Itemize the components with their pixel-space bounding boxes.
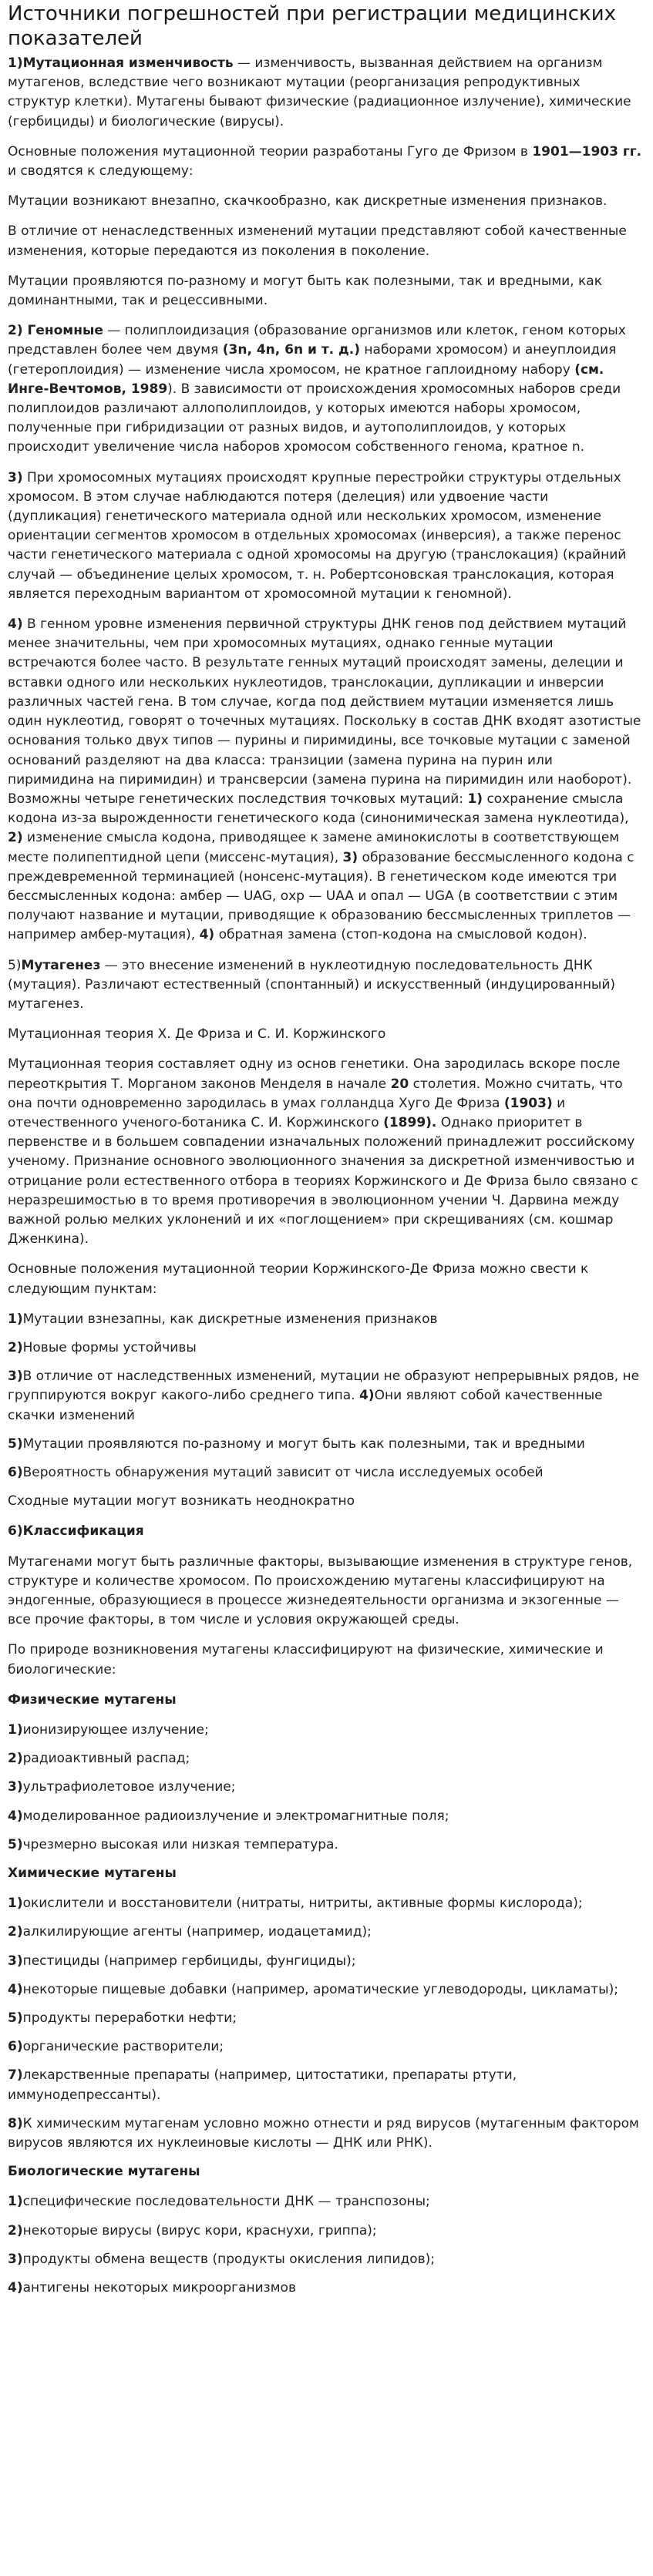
- list-item: 1)ионизирующее излучение;: [8, 1722, 209, 1738]
- paragraph: Мутационная теория Х. Де Фриза и С. И. Коржинского: [8, 1026, 386, 1043]
- paragraph: По природе возникновения мутагены классифицируют на физические, химические и биологические:: [8, 1642, 604, 1678]
- paragraph: Основные положения мутационной теории разработаны Гуго де Фризом в 1901—1903 гг. и сводятся к следующему:: [8, 143, 642, 180]
- paragraph: Сходные мутации могут возникать неоднократно: [8, 1493, 355, 1510]
- list-item: 4)некоторые пищевые добавки (например, ароматические углеводороды, цикламаты);: [8, 1981, 618, 1997]
- list-item: 3)продукты обмена веществ (продукты окисления липидов);: [8, 2251, 435, 2267]
- section-heading: Биологические мутагены: [8, 2164, 200, 2180]
- section-heading: Химические мутагены: [8, 1866, 177, 1882]
- list-item: 1)Мутации взнезапны, как дискретные изменения признаков: [8, 1311, 438, 1327]
- document: [0, 2, 653, 2298]
- list-item: 3)пестициды (например гербициды, фунгициды);: [8, 1953, 356, 1969]
- list-item: 8)К химическим мутагенам условно можно отнести и ряд вирусов (мутагенным фактором вирусов являются их нуклеиновые кислоты — ДНК или РНК).: [8, 2115, 639, 2151]
- paragraph: Основные положения мутационной теории Коржинского-Де Фриза можно свести к следующим пунктам:: [8, 1261, 589, 1297]
- paragraph: 4) В генном уровне изменения первичной структуры ДНК генов под действием мутаций менее значительны, чем при хромосомных мутациях, однако генные мутации встречаются более часто. В результате генных мутаций происходят замены, делеции и вставки одного или нескольких нуклеотидов, транслокации, дупликации и инверсии различных частей гена. В том случае, когда под действием мутации изменяется лишь один нуклеотид, говорят о точечных мутациях. Поскольку в состав ДНК входят азотистые основания только двух типов — пурины и пиримидины, все точковые мутации с заменой оснований разделяют на два класса: транзиции (замена пурина на пурин или пиримидина на пиримидин) и трансверсии (замена пурина на пиримидин или наоборот). Возможны четыре генетических последствия точковых мутаций: 1) сохранение смысла кодона из-за вырожденности генетического кода (синонимическая замена нуклеотида), 2) изменение смысла кодона, приводящее к замене аминокислоты в соответствующем месте полипептидной цепи (миссенс-мутация), 3) образование бессмысленного кодона с преждевременной терминацией (нонсенс-мутация). В генетическом коде имеются три бессмысленных кодона: амбер — UAG, охр — UAA и опал — UGA (в соответствии с этим получают название и мутации, приводящие к образованию бессмысленных триплетов — например амбер-мутация), 4) обратная замена (стоп-кодона на смысловой кодон).: [8, 616, 641, 943]
- list-item: 7)лекарственные препараты (например, цитостатики, препараты ртути, иммунодепрессанты).: [8, 2067, 517, 2103]
- paragraph: Мутагенами могут быть различные факторы, вызывающие изменения в структуре генов, структуре и количестве хромосом. По происхождению мутагены классифицируют на эндогенные, образующиеся в процессе жизнедеятельности организма и экзогенные — все прочие факторы, в том числе и условия окружающей среды.: [8, 1553, 633, 1628]
- paragraph: 3) При хромосомных мутациях происходят крупные перестройки структуры отдельных хромосом. В этом случае наблюдаются потеря (делеция) или удвоение части (дупликация) генетического материала одной или нескольких хромосом, изменение ориентации сегментов хромосом в отдельных хромосомах (инверсия), а также перенос части генетического материала с одной хромосомы на другую (транслокация) (крайний случай — объединение целых хромосом, т. н. Робертсоновская транслокация, которая является переходным вариантом от хромосомной мутации к геномной).: [8, 469, 627, 602]
- paragraph: 5)Мутагенез — это внесение изменений в нуклеотидную последовательность ДНК (мутация). Различают естественный (спонтанный) и искусственный (индуцированный) мутагенез.: [8, 957, 616, 1012]
- paragraph: Мутационная теория составляет одну из основ генетики. Она зародилась вскоре после переоткрытия Т. Морганом законов Менделя в начале 20 столетия. Можно считать, что она почти одновременно зародилась в умах голландца Хуго Де Фриза (1903) и отечественного ученого-ботаника С. И. Коржинского (1899). Однако приоритет в первенстве и в большем совпадении изначальных положений принадлежит российскому ученому. Признание основного эволюционного значения за дискретной изменчивостью и отрицание роли естественного отбора в теориях Коржинского и Де Фриза было связано с неразрешимостью в то время противоречия в эволюционном учении Ч. Дарвина между важной ролью мелких уклонений и их «поглощением» при скрещиваниях (см. кошмар Дженкина).: [8, 1056, 638, 1248]
- list-item: 2)некоторые вирусы (вирус кори, краснухи, гриппа);: [8, 2222, 377, 2238]
- page-title: Источники погрешностей при регистрации медицинских показателей: [8, 2, 617, 50]
- list-item: 5)Мутации проявляются по-разному и могут быть как полезными, так и вредными: [8, 1436, 585, 1452]
- list-item: 6)органические растворители;: [8, 2039, 224, 2055]
- list-item: 2)радиоактивный распад;: [8, 1751, 190, 1767]
- document-body: [8, 54, 642, 2298]
- list-item: 4)антигены некоторых микроорганизмов: [8, 2280, 296, 2296]
- list-item: 2)алкилирующие агенты (например, иодацетамид);: [8, 1924, 372, 1940]
- paragraph: 2) Геномные — полиплоидизация (образование организмов или клеток, геном которых представлен более чем двумя (3n, 4n, 6n и т. д.) наборами хромосом) и анеуплоидия (гетероплоидия) — изменение числа хромосом, не кратное гаплоидному набору (см. Инге-Вечтомов, 1989). В зависимости от происхождения хромосомных наборов среди полиплоидов различают аллополиплоидов, у которых имеются наборы хромосом, полученные при гибридизации от разных видов, и аутополиплоидов, у которых происходит увеличение числа наборов хромосом собственного генома, кратное n.: [8, 323, 626, 455]
- list-item: 5)чрезмерно высокая или низкая температура.: [8, 1836, 338, 1852]
- list-item: 4)моделированное радиоизлучение и электромагнитные поля;: [8, 1808, 449, 1824]
- list-item: 3)В отличие от наследственных изменений, мутации не образуют непрерывных рядов, не группируются вокруг какого-либо среднего типа. 4)Они являют собой качественные скачки изменений: [8, 1369, 640, 1423]
- paragraph: Мутации возникают внезапно, скачкообразно, как дискретные изменения признаков.: [8, 193, 608, 210]
- section-heading: 6)Классификация: [8, 1523, 144, 1540]
- list-item: 5)продукты переработки нефти;: [8, 2010, 237, 2027]
- list-item: 1)окислители и восстановители (нитраты, нитриты, активные формы кислорода);: [8, 1896, 583, 1912]
- list-item: 6)Вероятность обнаружения мутаций зависит от числа исследуемых особей: [8, 1465, 544, 1480]
- list-item: 1)специфические последовательности ДНК — транспозоны;: [8, 2194, 430, 2210]
- paragraph: 1)Мутационная изменчивость — изменчивость, вызванная действием на организм мутагенов, вследствие чего возникают мутации (реорганизация репродуктивных структур клетки). Мутагены бывают физические (радиационное излучение), химические (гербициды) и биологические (вирусы).: [8, 55, 631, 129]
- paragraph: В отличие от ненаследственных изменений мутации представляют собой качественные изменения, которые передаются из поколения в поколение.: [8, 223, 627, 259]
- list-item: 2)Новые формы устойчивы: [8, 1339, 197, 1355]
- list-item: 3)ультрафиолетовое излучение;: [8, 1779, 236, 1795]
- paragraph: Мутации проявляются по-разному и могут быть как полезными, так и вредными, как доминантными, так и рецессивными.: [8, 273, 602, 309]
- section-heading: Физические мутагены: [8, 1691, 177, 1708]
